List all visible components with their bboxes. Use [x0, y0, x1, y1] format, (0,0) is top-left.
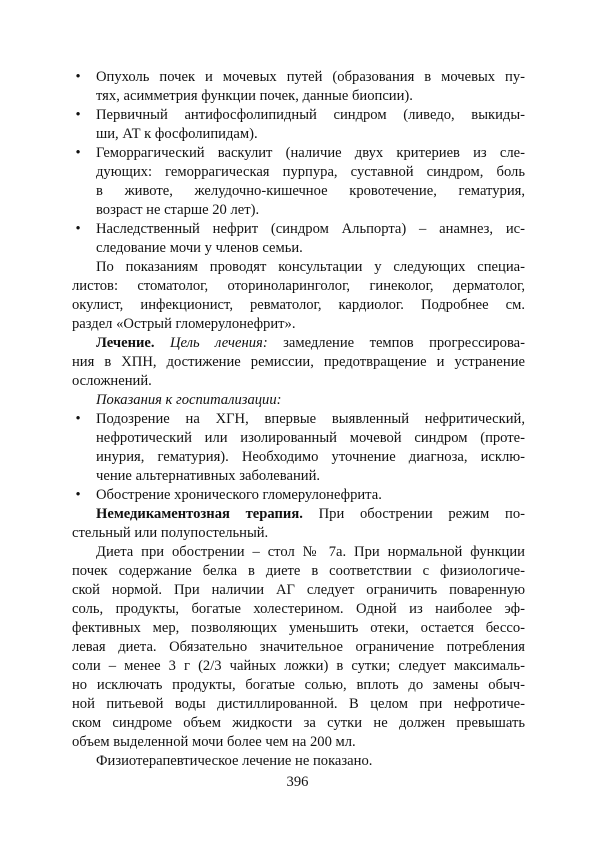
text-line: инурия, гематурия). Необходимо уточнение диагноза, исклю- [96, 449, 525, 465]
bullet-icon: • [75, 221, 81, 237]
nondrug-therapy-paragraph [72, 505, 525, 543]
text-line: ния в ХПН, достижение ремиссии, предотвращение и устранение [72, 354, 525, 370]
treatment-heading: Лечение. [96, 335, 155, 351]
page-body [72, 68, 525, 771]
text-line: левая диета. Обязательно значительное ограничение потребления [72, 639, 525, 655]
text-line: По показаниям проводят консультации у следующих специа- [96, 259, 525, 275]
consultation-paragraph [72, 258, 525, 334]
text-line: ском синдроме объем жидкости за сутки не должен превышать [72, 715, 525, 731]
text-line: ской нормой. При наличии АГ следует ограничить поваренную [72, 582, 525, 598]
list-item [72, 106, 525, 144]
list-item [72, 410, 525, 486]
text-line [72, 334, 525, 353]
nondrug-heading: Немедикаментозная терапия. [96, 506, 303, 522]
treatment-line-rest: замедление темпов прогрессирова- [267, 335, 525, 351]
text-line: дующих: геморрагическая пурпура, суставной синдром, боль [96, 164, 525, 180]
text-line: окулист, инфекционист, ревматолог, кардиолог. Подробнее см. [72, 297, 525, 313]
text-line: раздел «Острый гломерулонефрит». [72, 316, 296, 332]
text-line: тях, асимметрия функции почек, данные биопсии). [96, 88, 413, 104]
text-line: осложнений. [72, 373, 152, 389]
text-line: нефротический или изолированный мочевой синдром (проте- [96, 430, 525, 446]
list-item [72, 68, 525, 106]
hospitalization-heading: Показания к госпитализации: [96, 392, 282, 408]
text-line [72, 505, 525, 524]
text-line: стельный или полупостельный. [72, 525, 269, 541]
bullet-list-hospitalization [72, 410, 525, 505]
text-line: ши, АТ к фосфолипидам). [96, 126, 258, 142]
text-line: Первичный антифосфолипидный синдром (ливедо, выкиды- [96, 107, 525, 123]
text-line: соли – менее 3 г (2/3 чайных ложки) в сутки; следует максималь- [72, 658, 525, 674]
text-line: Опухоль почек и мочевых путей (образования в мочевых пу- [96, 69, 525, 85]
text-line: Обострение хронического гломерулонефрита. [96, 487, 382, 503]
diet-paragraph [72, 543, 525, 752]
text-line: соль, продукты, богатые холестерином. Одной из наиболее эф- [72, 601, 525, 617]
text-line: следование мочи у членов семьи. [96, 240, 303, 256]
text-line: но исключать продукты, богатые солью, вплоть до замены обыч- [72, 677, 525, 693]
text-line: Наследственный нефрит (синдром Альпорта) – анамнез, ис- [96, 221, 525, 237]
bullet-icon: • [75, 487, 81, 503]
bullet-icon: • [75, 145, 81, 161]
nondrug-line-rest: При обострении режим по- [302, 506, 525, 522]
physiotherapy-line: Физиотерапевтическое лечение не показано. [96, 753, 373, 769]
treatment-goal-label: Цель лечения: [169, 335, 268, 351]
text-line: чение альтернативных заболеваний. [96, 468, 321, 484]
text-line: Подозрение на ХГН, впервые выявленный нефритический, [96, 411, 525, 427]
bullet-list-differential [72, 68, 525, 258]
page-number: 396 [286, 774, 309, 790]
text-line: Диета при обострении – стол № 7а. При нормальной функции [96, 544, 525, 560]
treatment-paragraph [72, 334, 525, 391]
bullet-icon: • [75, 69, 81, 85]
list-item [72, 220, 525, 258]
text-line: в животе, желудочно-кишечное кровотечение, гематурия, [96, 183, 525, 199]
text-line: листов: стоматолог, оториноларинголог, гинеколог, дерматолог, [72, 278, 525, 294]
text-line: фективных мер, позволяющих уменьшить отеки, остается бессо- [72, 620, 525, 636]
text-line: ной питьевой воды дистиллированной. В целом при нефротиче- [72, 696, 525, 712]
text-line: почек содержание белка в диете в соответствии с физиологиче- [72, 563, 525, 579]
bullet-icon: • [75, 411, 81, 427]
bullet-icon: • [75, 107, 81, 123]
list-item [72, 486, 525, 505]
text-line: объем выделенной мочи более чем на 200 мл. [72, 734, 356, 750]
list-item [72, 144, 525, 220]
text-line: Геморрагический васкулит (наличие двух критериев из сле- [96, 145, 525, 161]
text-line: возраст не старше 20 лет). [96, 202, 260, 218]
